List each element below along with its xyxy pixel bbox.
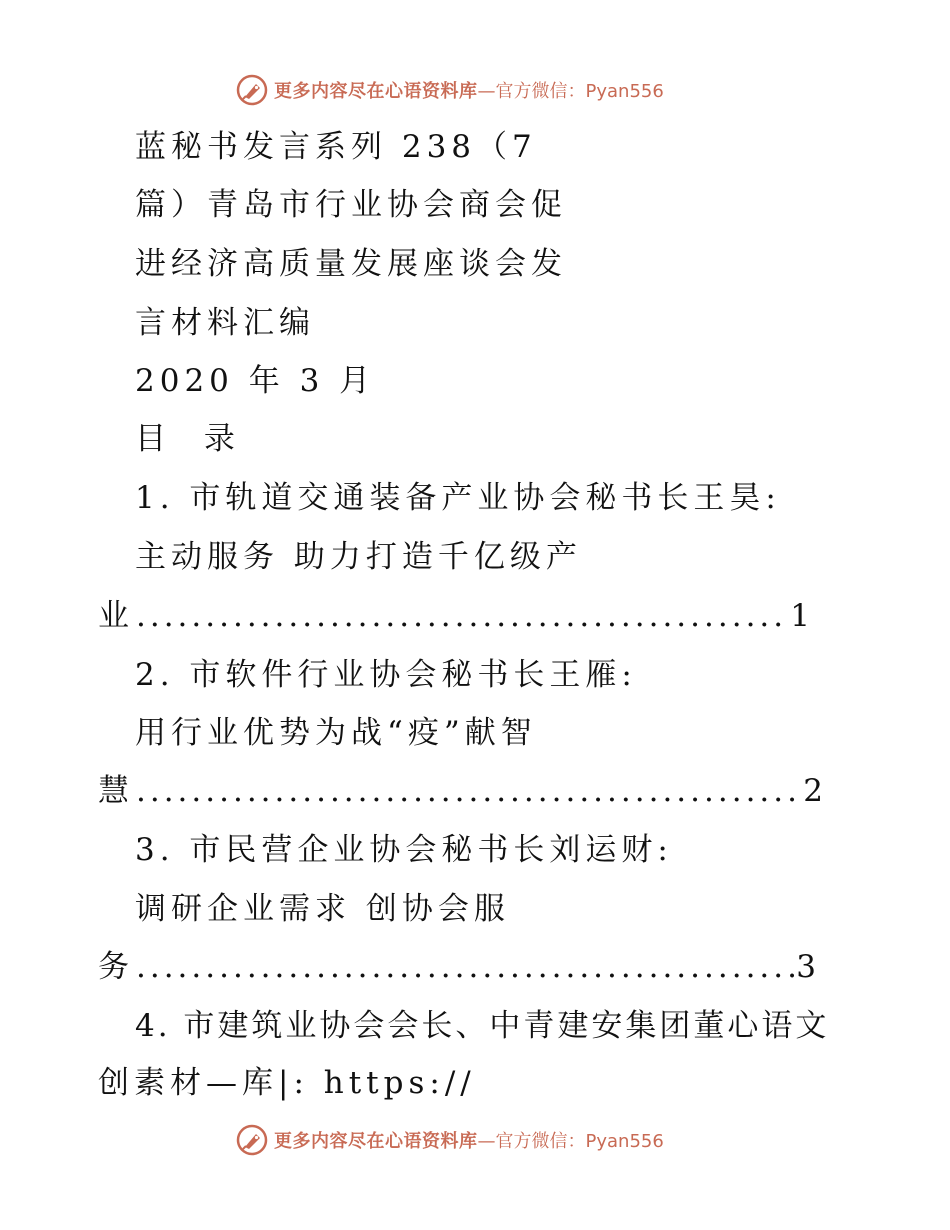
toc-item-1-heading[interactable]: 1. 市轨道交通装备产业协会秘书长王昊: [135, 480, 781, 516]
watermark-wechat-text: —官方微信：Pyan556 [477, 81, 664, 102]
footer-watermark [236, 1120, 664, 1160]
toc-item-1-leader-line[interactable] [98, 596, 810, 636]
watermark-main-text: 更多内容尽在心语资料库 [274, 81, 478, 102]
watermark-wechat-text: —官方微信：Pyan556 [477, 1131, 664, 1152]
toc-item-2-page-number: 2 [803, 773, 823, 809]
toc-item-1-subtitle[interactable]: 主动服务 助力打造千亿级产 [135, 539, 582, 575]
pen-nib-logo-icon [236, 74, 268, 106]
watermark-main-text: 更多内容尽在心语资料库 [274, 1131, 478, 1152]
toc-item-3-leader-line[interactable] [98, 947, 816, 987]
toc-item-1-page-number: 1 [790, 598, 810, 634]
toc-item-4-heading[interactable]: 4. 市建筑业协会会长、中青建安集团董心语文 [135, 1008, 830, 1044]
toc-item-3-heading[interactable]: 3. 市民营企业协会秘书长刘运财: [135, 832, 673, 868]
pen-nib-logo-icon [236, 1124, 268, 1156]
toc-dot-leader [136, 596, 788, 636]
toc-item-2-subtitle[interactable]: 用行业优势为战“疫”献智 [135, 715, 537, 751]
toc-dot-leader [136, 771, 801, 811]
title-line-1: 蓝秘书发言系列 238（7 [135, 129, 537, 165]
toc-item-3-page-number: 3 [796, 949, 816, 985]
toc-dot-leader [136, 947, 794, 987]
document-date: 2020 年 3 月 [135, 363, 376, 399]
title-line-3: 进经济高质量发展座谈会发 [135, 246, 567, 282]
toc-heading: 目 录 [135, 421, 249, 457]
title-line-2: 篇）青岛市行业协会商会促 [135, 187, 567, 223]
toc-item-2-leader-line[interactable] [98, 771, 823, 811]
toc-item-3-tail: 务 [98, 949, 134, 985]
toc-item-3-subtitle[interactable]: 调研企业需求 创协会服 [135, 891, 510, 927]
toc-item-4-continuation: 创素材—库|: https:// [98, 1065, 476, 1101]
toc-item-2-tail: 慧 [98, 773, 134, 809]
header-watermark [236, 70, 664, 110]
toc-item-1-tail: 业 [98, 598, 134, 634]
title-line-4: 言材料汇编 [135, 305, 315, 341]
toc-item-2-heading[interactable]: 2. 市软件行业协会秘书长王雁: [135, 657, 637, 693]
